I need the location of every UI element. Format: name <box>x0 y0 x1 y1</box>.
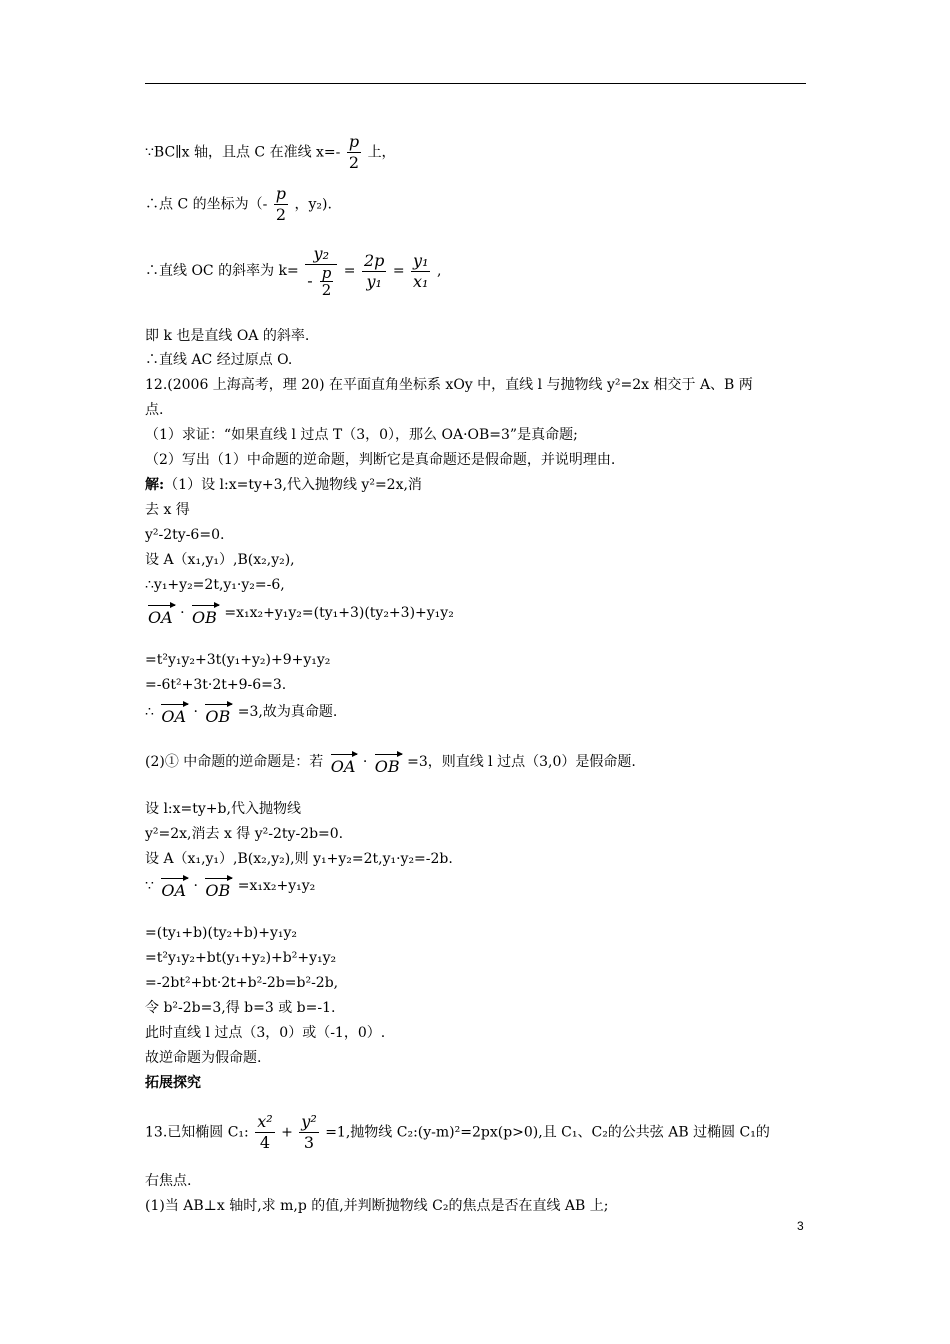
text: ∵BC∥x 轴，且点 C 在准线 x=- <box>145 144 341 161</box>
vector-oa: OA <box>161 700 186 726</box>
line-point-c-coord <box>145 184 332 225</box>
line-bc-parallel <box>145 132 396 173</box>
equals: = <box>343 263 356 279</box>
vector-ob: OB <box>375 750 400 776</box>
text: =3,故为真命题. <box>237 704 338 720</box>
vector-ob: OB <box>205 874 230 900</box>
equation-line: =-2bt²+bt·2t+b²-2b=b²-2b, <box>145 975 339 991</box>
dot: · <box>180 605 185 621</box>
fraction-p-over-2: $\frac{p}{2}$ <box>348 132 360 172</box>
text: 上， <box>367 144 396 161</box>
solution-start <box>145 476 422 494</box>
problem-13-statement <box>145 1112 770 1153</box>
text: （1）设 l:x=ty+3,代入抛物线 y²=2x,消 <box>164 477 422 493</box>
equation-line: =t²y₁y₂+bt(y₁+y₂)+b²+y₁y₂ <box>145 950 337 966</box>
text: (2)① 中命题的逆命题是：若 <box>145 754 324 770</box>
dot-product-line-2 <box>145 874 315 900</box>
fraction-y2-over-neg-p-2: y₂ - $\frac{p}{2}$ <box>305 244 337 298</box>
solution-label: 解: <box>145 477 165 493</box>
fraction-y2-over-3: $\frac{\text{y²}}{3}$ <box>301 1112 317 1152</box>
converse-statement <box>145 750 636 776</box>
vector-oa: OA <box>161 874 186 900</box>
equation-line: =t²y₁y₂+3t(y₁+y₂)+9+y₁y₂ <box>145 652 331 668</box>
dot-product-line <box>145 601 454 627</box>
text: 13.已知椭圆 C₁: <box>145 1124 249 1141</box>
dot: · <box>362 754 368 770</box>
line-slope-oc <box>145 244 441 298</box>
conclusion-true <box>145 700 337 726</box>
text: ∴ <box>145 704 154 720</box>
text: =1,抛物线 C₂:(y-m)²=2px(p>0),且 C₁、C₂的公共弦 AB 过椭圆 C₁的 <box>325 1124 770 1141</box>
equation-line: y²-2ty-6=0. <box>145 527 225 543</box>
page-number: 3 <box>797 1219 804 1233</box>
fraction-x2-over-4: $\frac{\text{x²}}{4}$ <box>257 1112 273 1152</box>
problem-12-statement: 12.(2006 上海高考，理 20) 在平面直角坐标系 xOy 中，直线 l 与抛物线 y²=2x 相交于 A、B 两 <box>145 377 753 393</box>
problem-12-part-1: （1）求证：“如果直线 l 过点 T（3，0），那么 OA·OB=3”是真命题; <box>145 427 578 443</box>
text: =3，则直线 l 过点（3,0）是假命题. <box>407 754 636 770</box>
vector-oa: OA <box>331 750 356 776</box>
dot: · <box>193 878 198 894</box>
line-ac-origin: ∴直线 AC 经过原点 O. <box>145 352 293 368</box>
text: ∵ <box>145 878 154 894</box>
text-line: 右焦点. <box>145 1173 192 1189</box>
text-line: 故逆命题为假命题. <box>145 1050 262 1066</box>
header-rule <box>145 83 806 84</box>
vector-oa: OA <box>148 601 173 627</box>
text: , <box>436 263 442 279</box>
fraction-2p-over-y1: $\frac{2p}{\text{y₁}}$ <box>363 250 385 291</box>
text: ∴直线 OC 的斜率为 k= <box>145 263 299 279</box>
text-line: 设 l:x=ty+b,代入抛物线 <box>145 801 301 817</box>
equation-line: ∴y₁+y₂=2t,y₁·y₂=-6, <box>145 577 285 593</box>
equation-line: =(ty₁+b)(ty₂+b)+y₁y₂ <box>145 925 298 941</box>
equation-line: y²=2x,消去 x 得 y²-2ty-2b=0. <box>145 826 344 842</box>
plus: + <box>281 1124 293 1141</box>
dot: · <box>193 704 198 720</box>
text-line: 去 x 得 <box>145 502 190 518</box>
text: =x₁x₂+y₁y₂ <box>237 878 316 894</box>
text-line: 设 A（x₁,y₁）,B(x₂,y₂),则 y₁+y₂=2t,y₁·y₂=-2b. <box>145 851 453 867</box>
problem-13-part-1: (1)当 AB⊥x 轴时,求 m,p 的值,并判断抛物线 C₂的焦点是否在直线 AB 上; <box>145 1198 609 1214</box>
text: ，y₂). <box>294 196 332 213</box>
text: =x₁x₂+y₁y₂=(ty₁+3)(ty₂+3)+y₁y₂ <box>224 605 454 621</box>
equation-line: =-6t²+3t·2t+9-6=3. <box>145 677 287 693</box>
fraction-y1-over-x1: $\frac{\text{y₁}}{\text{x₁}}$ <box>413 250 429 291</box>
problem-12-statement-cont: 点. <box>145 402 164 418</box>
text-line: 令 b²-2b=3,得 b=3 或 b=-1. <box>145 1000 336 1016</box>
text-line: 此时直线 l 过点（3，0）或（-1，0）. <box>145 1025 386 1041</box>
fraction-p-over-2: $\frac{p}{2}$ <box>275 184 287 224</box>
equals: = <box>392 263 405 279</box>
section-heading: 拓展探究 <box>145 1075 201 1091</box>
vector-ob: OB <box>205 700 230 726</box>
text-line: 设 A（x₁,y₁）,B(x₂,y₂), <box>145 552 295 568</box>
line-k-slope-oa: 即 k 也是直线 OA 的斜率. <box>145 328 310 344</box>
vector-ob: OB <box>192 601 217 627</box>
problem-12-part-2: （2）写出（1）中命题的逆命题，判断它是真命题还是假命题，并说明理由. <box>145 452 616 468</box>
text: ∴点 C 的坐标为（- <box>145 196 268 213</box>
